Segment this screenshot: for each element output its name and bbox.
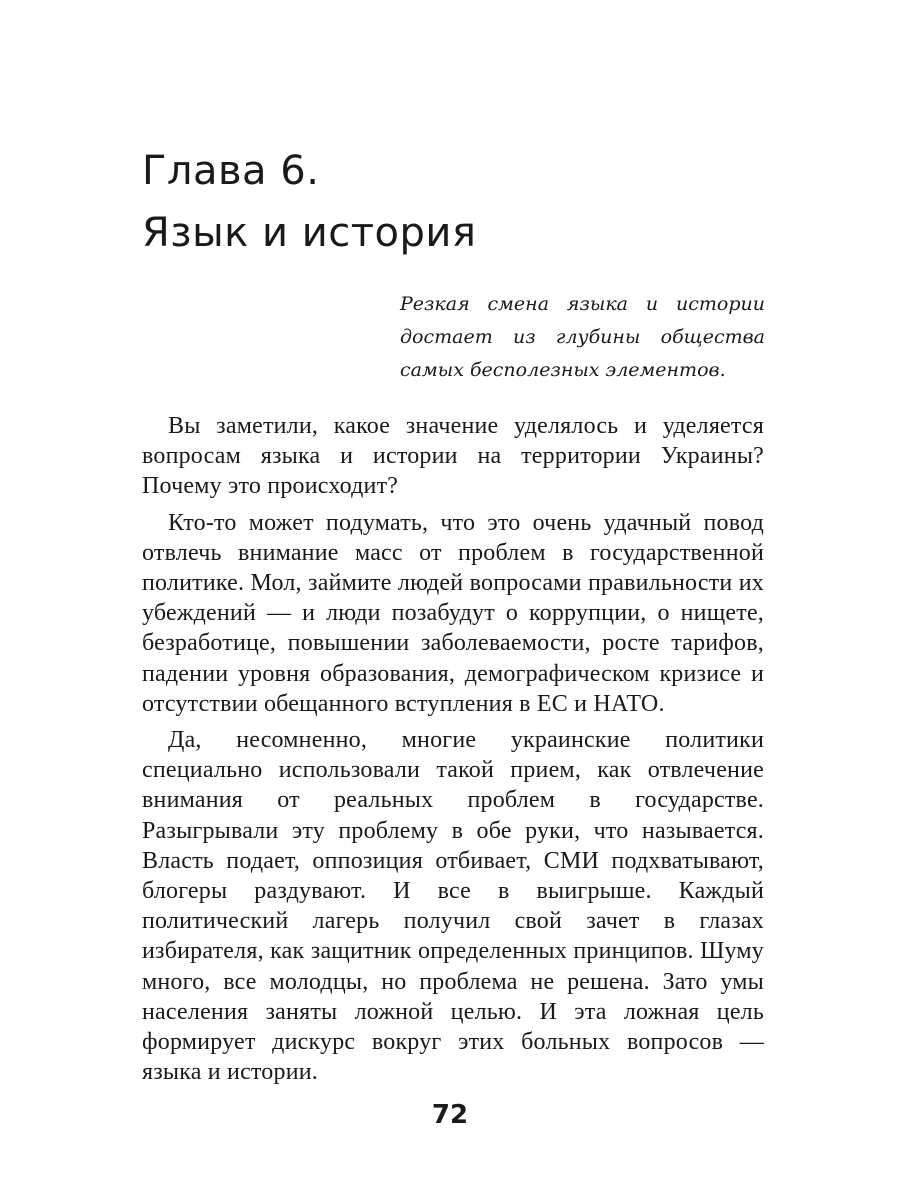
chapter-number: Глава 6. bbox=[142, 148, 320, 194]
body-text bbox=[142, 411, 764, 1087]
paragraph-1: Вы заметили, какое значение уделялось и уделяется вопросам языка и истории на территории Украины? Почему это происходит? bbox=[142, 413, 764, 500]
chapter-name: Язык и история bbox=[142, 210, 477, 256]
epigraph: Резкая смена языка и истории достает из глубины общества самых бесполезных элементов. bbox=[400, 293, 765, 381]
page-number: 72 bbox=[431, 1100, 469, 1130]
chapter-title bbox=[142, 140, 782, 264]
paragraph-3: Да, несомненно, многие украинские политики специально использовали такой прием, как отвлечение внимания от реальных проблем в государстве. Разыгрывали эту проблему в обе руки, что называется. Власть подает, оппозиция отбивает, СМИ подхватывают, блогеры раздувают. И все в выигрыше. Каждый политический лагерь получил свой зачет в глазах избирателя, как защитник определенных принципов. Шуму много, все молодцы, но проблема не решена. Зато умы населения заняты ложной целью. И эта ложная цель формирует дискурс вокруг этих больных вопросов — языка и истории. bbox=[142, 727, 764, 1086]
paragraph-2: Кто-то может подумать, что это очень удачный повод отвлечь внимание масс от проблем в государственной политике. Мол, займите людей вопросами правильности их убеждений — и люди позабудут о коррупции, о нищете, безработице, повышении заболеваемости, росте тарифов, падении уровня образования, демографическом кризисе и отсутствии обещанного вступления в ЕС и НАТО. bbox=[142, 509, 764, 717]
